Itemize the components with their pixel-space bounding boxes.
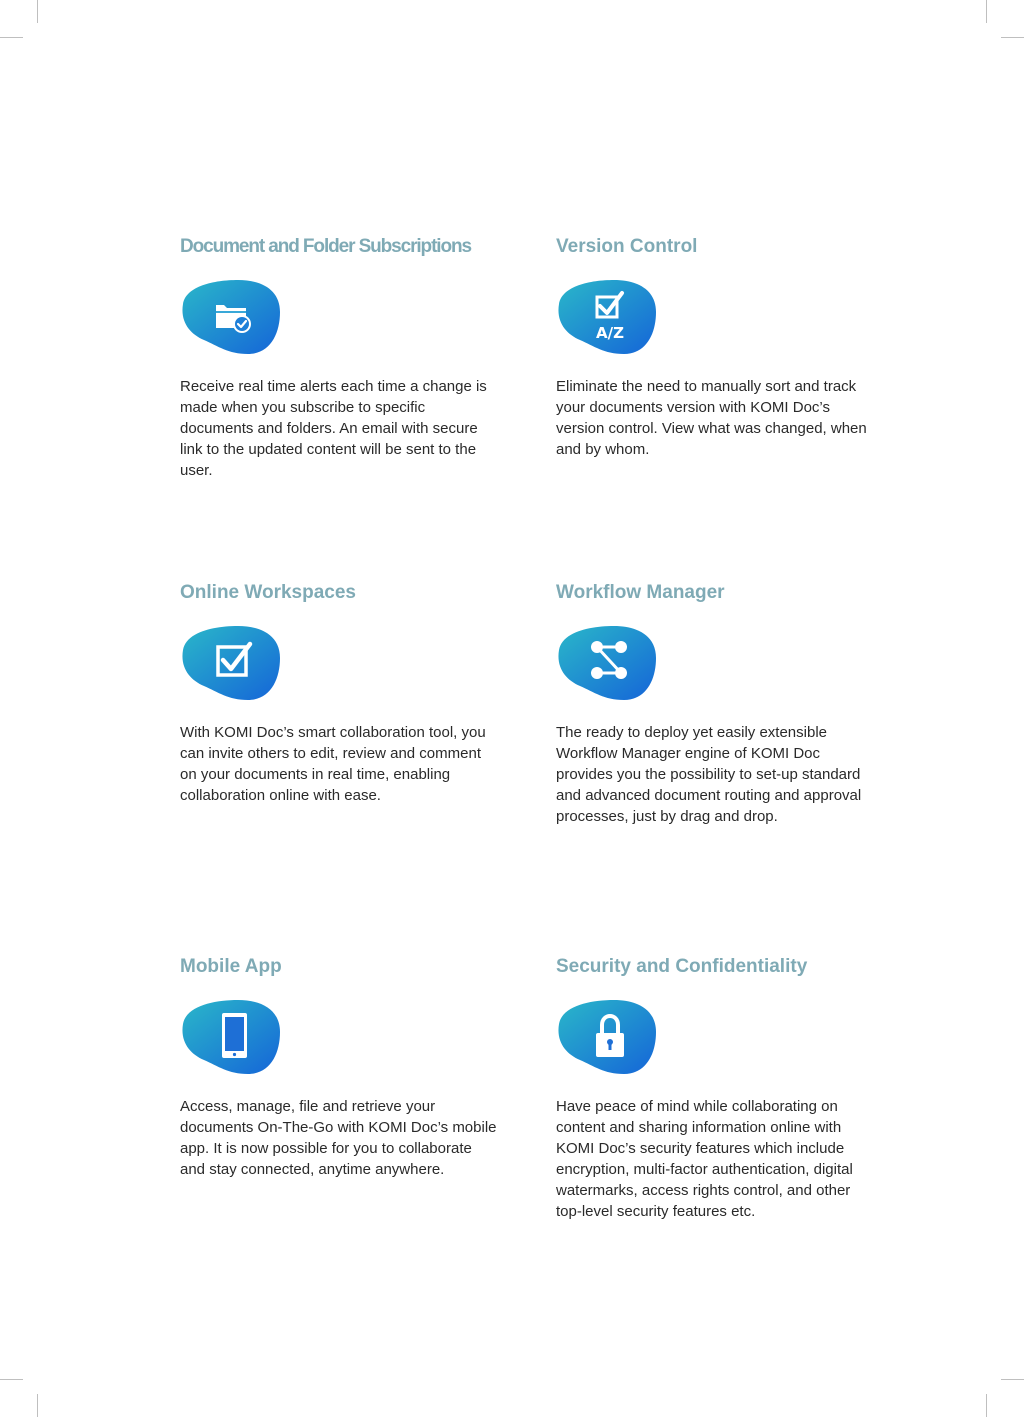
feature-mobile-app	[180, 955, 500, 1180]
feature-title: Document and Folder Subscriptions	[180, 236, 471, 257]
feature-title: Workflow Manager	[556, 582, 725, 603]
feature-security-confidentiality	[556, 955, 876, 1222]
crop-mark-bottom-left-vertical	[37, 1394, 38, 1417]
feature-title: Mobile App	[180, 956, 282, 977]
icon-label: A/Z	[596, 324, 624, 342]
crop-mark-top-right-vertical	[986, 0, 987, 23]
checkbox-icon	[180, 622, 282, 702]
crop-mark-bottom-right-vertical	[986, 1394, 987, 1417]
padlock-icon	[556, 996, 658, 1076]
crop-mark-top-right-horizontal	[1001, 37, 1024, 38]
smartphone-icon	[180, 996, 282, 1076]
checkbox-az-icon	[556, 276, 658, 356]
crop-mark-top-left-vertical	[37, 0, 38, 23]
feature-description: Eliminate the need to manually sort and track your documents version with KOMI Doc’s version control. View what was changed, when and by whom.	[556, 378, 867, 458]
feature-version-control	[556, 235, 876, 460]
feature-title: Online Workspaces	[180, 582, 356, 603]
feature-description: With KOMI Doc’s smart collaboration tool, you can invite others to edit, review and comment on your documents in real time, enabling collaboration online with ease.	[180, 724, 486, 804]
feature-description: Receive real time alerts each time a change is made when you subscribe to specific documents and folders. An email with secure link to the updated content will be sent to the user.	[180, 378, 487, 479]
feature-title: Version Control	[556, 236, 698, 257]
workflow-nodes-icon	[556, 622, 658, 702]
feature-description: Have peace of mind while collaborating on content and sharing information online with KOMI Doc’s security features which include encryption, multi-factor authentication, digital watermarks, access rights control, and other top-level security features etc.	[556, 1098, 853, 1220]
crop-mark-bottom-right-horizontal	[1001, 1379, 1024, 1380]
feature-document-folder-subscriptions	[180, 235, 500, 481]
feature-description: Access, manage, file and retrieve your documents On-The-Go with KOMI Doc’s mobile app. It is now possible for you to collaborate and stay connected, anytime anywhere.	[180, 1098, 497, 1178]
folder-check-icon	[180, 276, 282, 356]
feature-description: The ready to deploy yet easily extensible Workflow Manager engine of KOMI Doc provides you the possibility to set-up standard and advanced document routing and approval processes, just by drag and drop.	[556, 724, 862, 825]
feature-online-workspaces	[180, 581, 500, 806]
crop-mark-top-left-horizontal	[0, 37, 23, 38]
feature-title: Security and Confidentiality	[556, 956, 808, 977]
crop-mark-bottom-left-horizontal	[0, 1379, 23, 1380]
feature-workflow-manager	[556, 581, 876, 827]
